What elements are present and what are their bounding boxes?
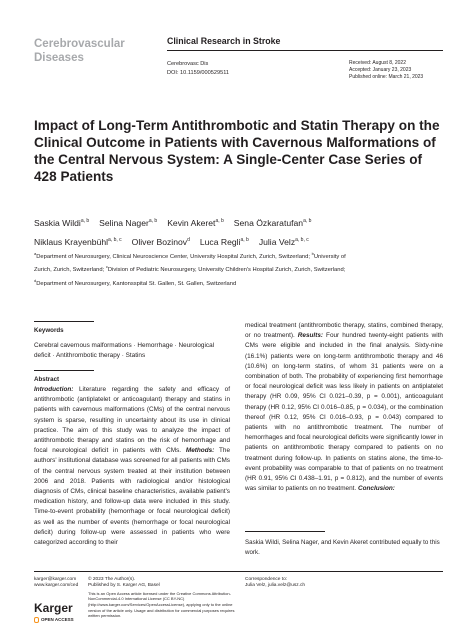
citation-doi: DOI: 10.1159/000529511 — [167, 70, 229, 76]
author: Sena Özkaratufan$^{a, b}$ — [233, 217, 312, 228]
citation-journal: Cerebrovasc Dis — [167, 61, 209, 67]
journal-series: Clinical Research in Stroke — [167, 36, 281, 46]
author-list — [34, 213, 442, 251]
intro-label: Introduction: — [34, 386, 74, 393]
license-text: This is an Open Access article licensed under the Creative Commons Attribution-NonCommercial-4.0 International License (CC BY-NC) (http://www.karger.com/Services/OpenAccessLicense), applying only to the online version of the article only. Usage and distribution for commercial purposes requires written permission. — [88, 590, 235, 619]
copyright-line1: © 2023 The Author(s). — [88, 577, 136, 582]
abstract-right-column — [245, 321, 443, 494]
citation-block — [167, 60, 229, 78]
affiliation-c: Division of Pediatric Neurosurgery, University Children's Hospital Zurich, Zurich, Switzerland; — [107, 267, 346, 274]
date-accepted: Accepted: January 23, 2023 — [349, 67, 412, 73]
author: Kevin Akeret$^{a, b}$ — [167, 217, 224, 228]
methods-label: Methods: — [185, 447, 215, 455]
author: Luca Regli$^{a, b}$ — [199, 236, 249, 247]
correspondence-label: Correspondence to: — [245, 577, 288, 582]
publisher-contact — [34, 577, 78, 590]
keywords-rule — [34, 321, 94, 322]
article-title: Impact of Long-Term Antithrombotic and Statin Therapy on the Clinical Outcome in Patients with Cavernous Malformations of the Central Nervous System: A Single-Center Case Series of 428 Patients — [34, 118, 440, 184]
affiliation-d: Department of Neurosurgery, Kantonsspital St. Gallen, St. Gallen, Switzerland — [36, 280, 237, 287]
results-label: Results: — [297, 332, 324, 340]
author-line-1 — [34, 213, 442, 232]
article-dates — [349, 60, 423, 81]
license-block — [88, 577, 236, 619]
results-text: Four hundred twenty-eight patients with CMs were eligible and included in the final analysis. Sixty-nine (16.1%) patients were on long-term antithrombotic therapy and 46 (10.6%) on long-term statins, of whom 31 patients were on a combination of both. The probability of experiencing first hemorrhage or focal neurological deficit was less likely in patients on antiplatelet therapy (HR 0.09, 95% CI 0.021–0.39, p = 0.001), anticoagulant therapy (HR 0.12, 95% CI 0.016–0.85, p = 0.034), or the combination thereof (HR 0.12, 95% CI 0.016–0.93, p = 0.043) compared to patients with no antithrombotic treatment. The number of hemorrhages and focal neurological deficits were significantly lower in patients on antithrombotic therapy compared to patients on no treatment during follow-up. In patients on statins alone, the time-to-event probability was comparable to that of patients on no treatment (HR 0.91, 95% CI 0.438–1.91, p = 0.812), and the number of events was similar to patients on no treatment. — [245, 332, 443, 493]
open-access-badge: OPEN ACCESS — [34, 617, 74, 623]
abstract-rule — [34, 370, 94, 371]
keywords-heading: Keywords — [34, 327, 64, 334]
karger-logo: Karger — [34, 601, 73, 615]
methods-text: The authors' institutional database was screened for all patients with CMs of the central nervous system treated at their institution between 2006 and 2018. Patients with radiological and/or histological diagnosis of CMs, clinical baseline characteristics, available patient's medication history, and follow-up data were included in this study. Time-to-event probability (hemorrhage or focal neurological deficit) as well as the number of events (hemorrhage or focal neurological deficit) during follow-up were assessed in patients who were categorized according to their — [34, 447, 230, 547]
right-text-1: medical treatment (antithrombotic therapy, statins, combined therapy, or no treatment). — [245, 322, 443, 340]
copyright-line2: Published by S. Karger AG, Basel — [88, 583, 160, 589]
header-divider — [167, 50, 443, 51]
footer-rule — [34, 571, 443, 572]
author: Julia Velz$^{a, b, c}$ — [258, 236, 309, 247]
affiliation-b: University of Zurich, Zurich, Switzerland; — [34, 253, 346, 274]
author: Niklaus Krayenbühl$^{a, b, c}$ — [34, 236, 122, 247]
abstract-left-column — [34, 385, 230, 548]
affiliation-a: Department of Neurosurgery, Clinical Neuroscience Center, University Hospital Zurich, Zurich, Switzerland; — [36, 253, 310, 260]
correspondence — [245, 577, 305, 590]
author: Selina Nager$^{a, b}$ — [99, 217, 158, 228]
journal-logo — [34, 37, 154, 65]
author: Oliver Bozinov$^d$ — [131, 236, 190, 247]
abstract-heading: Abstract — [34, 376, 60, 383]
publisher-website[interactable]: www.karger.com/ced — [34, 583, 79, 589]
affiliations: $^a$Department of Neurosurgery, Clinical Neuroscience Center, University Hospital Zurich, Zurich, Switzerland; $^b$University of Zurich, Zurich, Switzerland; $^c$Division of Pediatric Neurosurgery, University Children's Hospital Zurich, Zurich, Switzerland; $^d$Department of Neurosurgery, Kantonsspital St. Gallen, St. Gallen, Switzerland — [34, 251, 346, 287]
conclusion-label: Conclusion: — [357, 485, 395, 493]
contribution-note: Saskia Wildi, Selina Nager, and Kevin Akeret contributed equally to this work. — [245, 539, 440, 556]
publisher-email[interactable]: karger@karger.com — [34, 577, 77, 582]
author: Saskia Wildi$^{a, b}$ — [34, 217, 90, 228]
keywords-text: Cerebral cavernous malformations · Hemorrhage · Neurological deficit · Antithrombotic therapy · Statins — [34, 342, 215, 359]
journal-logo-line1: Cerebrovascular — [34, 38, 125, 50]
contribution-rule — [245, 531, 325, 532]
date-received: Received: August 8, 2022 — [349, 60, 406, 66]
open-access-lock-icon — [34, 617, 39, 623]
correspondence-contact[interactable]: Julia Velz, julia.velz@usz.ch — [245, 583, 306, 589]
author-line-2 — [34, 232, 442, 251]
journal-logo-line2: Diseases — [34, 52, 84, 64]
intro-text: Literature regarding the safety and efficacy of antithrombotic (antiplatelet or anticoagulant) therapy and statins in patients with cavernous malformations (CMs) of the central nervous system is sparse, resulting in uncertainty about its use in clinical practice. The aim of this study was to analyze the impact of antithrombotic therapy and statins on the risk of hemorrhage and focal neurological deficit in patients with CMs. — [34, 386, 230, 455]
date-published: Published online: March 21, 2023 — [349, 74, 424, 80]
